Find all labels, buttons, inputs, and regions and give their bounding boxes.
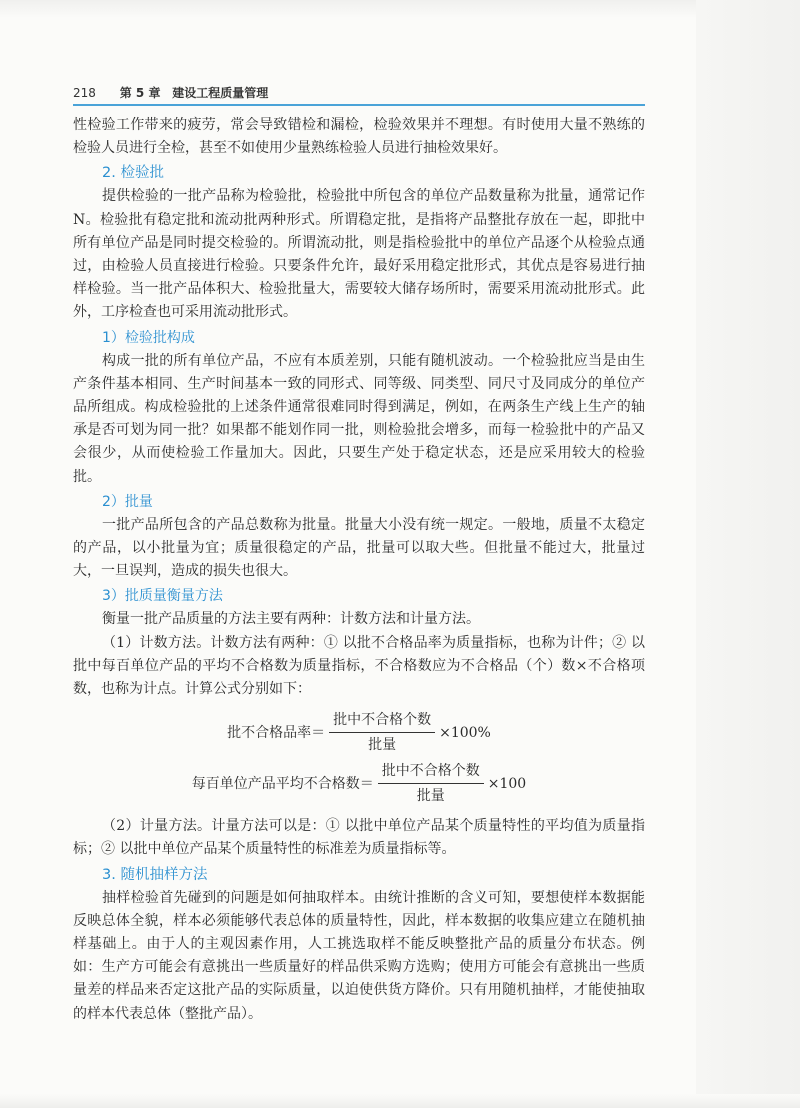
formula-fraction bbox=[378, 762, 484, 805]
formula-defects-per-hundred bbox=[73, 762, 645, 805]
formula-numerator: 批中不合格个数 bbox=[378, 762, 484, 784]
formula-lhs: 批不合格品率＝ bbox=[227, 724, 326, 741]
subsection-heading-lot-composition: 1）检验批构成 bbox=[102, 329, 195, 346]
paragraph-lot-composition: 构成一批的所有单位产品，不应有本质差别，只能有随机波动。一个检验批应当是由生产条件基本相同、生产时间基本一致的同形式、同等级、同类型、同尺寸及同成分的单位产品所组成。构成检验批的上述条件通常很难同时得到满足，例如，在两条生产线上生产的轴承是否可划为同一批？如果都不能划作同一批，则检验批会增多，而每一检验批中的产品又会很少，从而使检验工作量加大。因此，只要生产处于稳定状态，还是应采用较大的检验批。 bbox=[73, 352, 645, 485]
scan-bottom-shadow bbox=[0, 1094, 800, 1108]
chapter-number: 第 5 章 bbox=[119, 86, 161, 100]
section-heading-random-sampling: 3. 随机抽样方法 bbox=[102, 866, 208, 883]
formula-denominator: 批量 bbox=[416, 788, 445, 805]
formula-numerator: 批中不合格个数 bbox=[329, 711, 435, 733]
page-body bbox=[73, 114, 645, 1026]
formula-fraction bbox=[329, 711, 435, 754]
paragraph-counting-method: （1）计数方法。计数方法有两种：① 以批不合格品率为质量指标，也称为计件；② 以批中每百单位产品的平均不合格数为质量指标，不合格数应为不合格品（个）数×不合格项数，也称为计点。计算公式分别如下： bbox=[73, 634, 645, 698]
running-header bbox=[73, 84, 645, 106]
subsection-heading-quality-measure: 3）批质量衡量方法 bbox=[102, 588, 223, 605]
formula-lhs: 每百单位产品平均不合格数＝ bbox=[191, 775, 374, 792]
paragraph-batch-size: 一批产品所包含的产品总数称为批量。批量大小没有统一规定。一般地，质量不太稳定的产品，以小批量为宜；质量很稳定的产品，批量可以取大些。但批量不能过大，批量过大，一旦误判，造成的损失也很大。 bbox=[73, 516, 645, 580]
formula-defective-rate bbox=[73, 711, 645, 754]
paragraph-quality-measure: 衡量一批产品质量的方法主要有两种：计数方法和计量方法。 bbox=[102, 611, 480, 628]
formula-factor: ×100% bbox=[439, 724, 491, 741]
formula-denominator: 批量 bbox=[368, 737, 397, 754]
paragraph-continued: 性检验工作带来的疲劳，常会导致错检和漏检，检验效果并不理想。有时使用大量不熟练的检验人员进行全检，甚至不如使用少量熟练检验人员进行抽检效果好。 bbox=[73, 117, 645, 157]
paragraph-random-sampling: 抽样检验首先碰到的问题是如何抽取样本。由统计推断的含义可知，要想使样本数据能反映总体全貌，样本必须能够代表总体的质量特性，因此，样本数据的收集应建立在随机抽样基础上。由于人的主观因素作用，人工挑选取样不能反映整批产品的质量分布状态。例如：生产方可能会有意挑出一些质量好的样品供采购方选购；使用方可能会有意挑出一些质量差的样品来否定这批产品的实际质量，以迫使供货方降价。只有用随机抽样，才能使抽取的样本代表总体（整批产品）。 bbox=[73, 889, 645, 1022]
header-rule bbox=[73, 104, 645, 106]
section-heading-inspection-lot: 2. 检验批 bbox=[102, 165, 164, 182]
paragraph-measurement-method: （2）计量方法。计量方法可以是：① 以批中单位产品某个质量特性的平均值为质量指标；② 以批中单位产品某个质量特性的标准差为质量指标等。 bbox=[73, 818, 645, 858]
scan-top-shadow bbox=[0, 0, 800, 18]
scan-right-margin bbox=[696, 0, 800, 1108]
page-number: 218 bbox=[73, 86, 96, 100]
formula-factor: ×100 bbox=[487, 775, 527, 792]
chapter-title: 建设工程质量管理 bbox=[172, 86, 269, 100]
paragraph-inspection-lot: 提供检验的一批产品称为检验批，检验批中所包含的单位产品数量称为批量，通常记作 N。检验批有稳定批和流动批两种形式。所谓稳定批，是指将产品整批存放在一起，即批中所有单位产品是同时提交检验的。所谓流动批，则是指检验批中的单位产品逐个从检验点通过，由检验人员直接进行检验。只要条件允许，最好采用稳定批形式，其优点是容易进行抽样检验。当一批产品体积大、检验批量大，需要较大储存场所时，需要采用流动批形式。此外，工序检查也可采用流动批形式。 bbox=[73, 188, 645, 321]
subsection-heading-batch-size: 2）批量 bbox=[102, 493, 153, 510]
